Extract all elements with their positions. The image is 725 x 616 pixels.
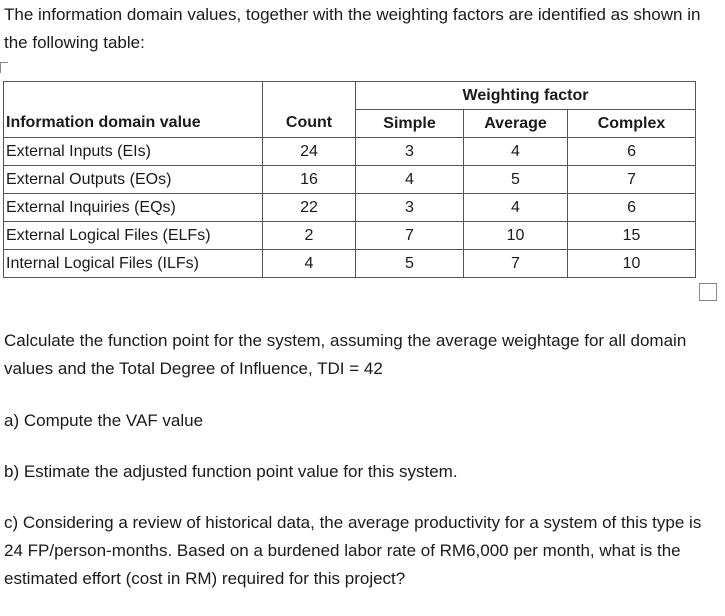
table-header-row	[4, 110, 696, 138]
column-header: Simple	[356, 110, 464, 138]
table-cell: 4	[464, 194, 568, 222]
table-cell: External Inputs (EIs)	[4, 138, 263, 166]
table-cell: 7	[464, 250, 568, 278]
table-cell: Internal Logical Files (ILFs)	[4, 250, 263, 278]
table-cell: 6	[568, 138, 696, 166]
table-cell: External Logical Files (ELFs)	[4, 222, 263, 250]
table-cell: 6	[568, 194, 696, 222]
table-row	[4, 166, 696, 194]
table-cell: 7	[356, 222, 464, 250]
table-cell: 5	[356, 250, 464, 278]
table-cell: 3	[356, 194, 464, 222]
checkbox[interactable]	[699, 283, 717, 301]
column-header: Complex	[568, 110, 696, 138]
column-header: Information domain value	[4, 110, 263, 138]
table-cell: 2	[263, 222, 356, 250]
table-cell: 10	[568, 250, 696, 278]
question-a: a) Compute the VAF value	[4, 411, 204, 430]
table-cell: 5	[464, 166, 568, 194]
table-row	[4, 138, 696, 166]
table-cell: 10	[464, 222, 568, 250]
blank-cell	[4, 82, 263, 110]
question-b: b) Estimate the adjusted function point value for this system.	[4, 462, 458, 481]
table-cell: 4	[356, 166, 464, 194]
text-cursor	[0, 62, 8, 73]
weighting-factor-table	[3, 81, 696, 278]
table-row	[4, 194, 696, 222]
weighting-factor-header: Weighting factor	[356, 82, 696, 110]
blank-cell	[263, 82, 356, 110]
table-cell: 15	[568, 222, 696, 250]
table-cell: 22	[263, 194, 356, 222]
table-cell: 7	[568, 166, 696, 194]
question-c: c) Considering a review of historical data, the average productivity for a system of this type is 24 FP/person-months. Based on a burdened labor rate of RM6,000 per month, what is the estimated effort (cost in RM) required for this project?	[4, 513, 702, 588]
intro-paragraph: The information domain values, together with the weighting factors are identified as shown in the following table:	[4, 5, 701, 52]
table-cell: External Outputs (EOs)	[4, 166, 263, 194]
question-intro: Calculate the function point for the system, assuming the average weightage for all domain values and the Total Degree of Influence, TDI = 42	[4, 331, 687, 378]
table-cell: 16	[263, 166, 356, 194]
column-header: Average	[464, 110, 568, 138]
column-header: Count	[263, 110, 356, 138]
table-cell: External Inquiries (EQs)	[4, 194, 263, 222]
table-cell: 24	[263, 138, 356, 166]
table-cell: 4	[263, 250, 356, 278]
table-row	[4, 250, 696, 278]
table-cell: 4	[464, 138, 568, 166]
table-group-header-row	[4, 82, 696, 110]
table-row	[4, 222, 696, 250]
table-cell: 3	[356, 138, 464, 166]
